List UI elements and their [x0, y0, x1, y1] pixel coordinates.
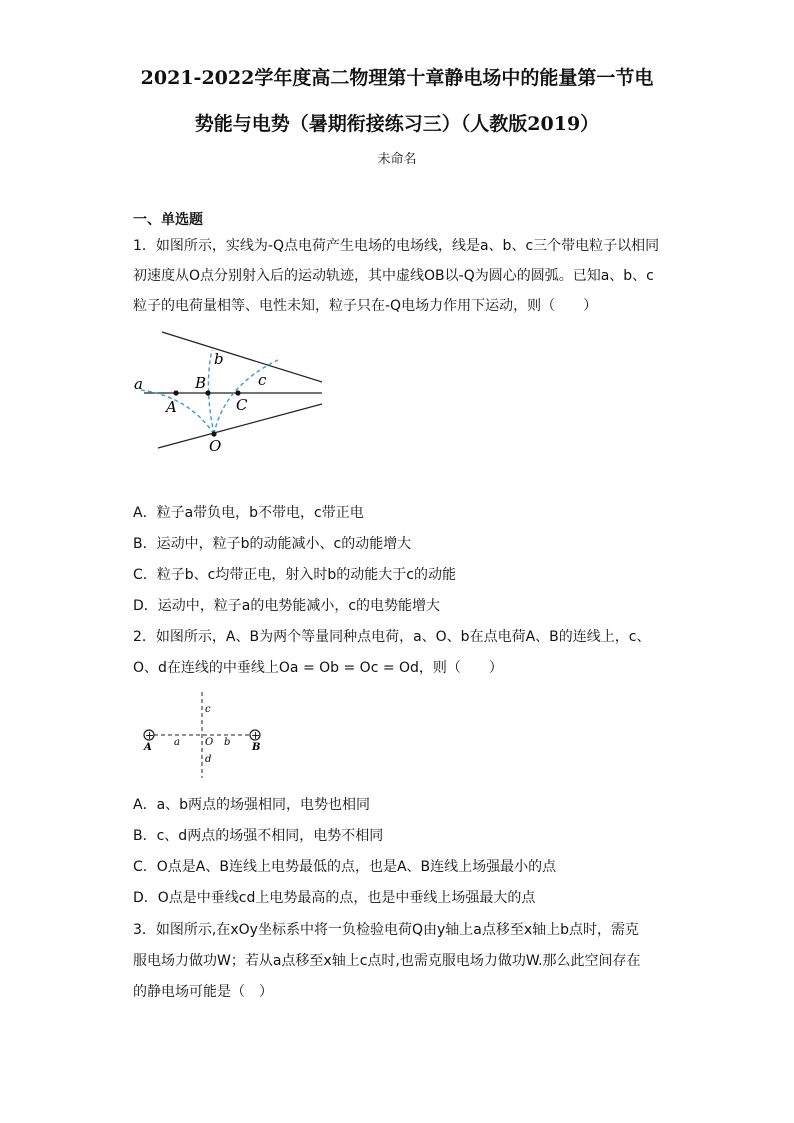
trajectory-a	[140, 390, 214, 434]
point-B	[205, 390, 210, 395]
title-line-1: 2021-2022学年度高二物理第十章静电场中的能量第一节电	[140, 67, 654, 89]
label-d: d	[205, 754, 212, 765]
point-A	[173, 390, 178, 395]
q1-stem-line-1: 1．如图所示，实线为-Q点电荷产生电场的电场线，线是a、b、c三个带电粒子以相同	[133, 238, 660, 254]
label-C: C	[236, 396, 248, 414]
point-O	[211, 431, 216, 436]
q2-option-b[interactable]: B．c、d两点的场强不相同，电势不相同	[133, 828, 384, 844]
q2-option-c[interactable]: C．O点是A、B连线上电势最低的点，也是A、B连线上场强最小的点	[133, 859, 557, 875]
title-line-2: 势能与电势（暑期衔接练习三）（人教版2019）	[194, 113, 600, 135]
label-B: B	[195, 374, 207, 392]
q2-option-d[interactable]: D．O点是中垂线cd上电势最高的点，也是中垂线上场强最大的点	[133, 890, 536, 906]
q2-option-a[interactable]: A．a、b两点的场强相同，电势也相同	[133, 797, 371, 813]
charge-A-sign: +	[145, 729, 155, 742]
label-c: c	[258, 371, 267, 389]
q1-option-a[interactable]: A．粒子a带负电，b不带电，c带正电	[133, 505, 364, 521]
label-O: O	[205, 737, 214, 748]
label-a: a	[134, 375, 143, 393]
charge-B-sign: +	[251, 729, 261, 742]
q1-option-b[interactable]: B．运动中，粒子b的动能减小、c的动能增大	[133, 536, 412, 552]
label-b: b	[224, 737, 231, 748]
q1-stem-line-3: 粒子的电荷量相等、电性未知，粒子只在-Q电场力作用下运动，则（ ）	[133, 298, 598, 314]
label-A: A	[166, 398, 177, 416]
q2-stem-line-2: O、d在连线的中垂线上Oa = Ob = Oc = Od，则（ ）	[133, 660, 503, 676]
q1-stem-line-2: 初速度从O点分别射入后的运动轨迹，其中虚线OB以-Q为圆心的圆弧。已知a、b、c	[133, 268, 654, 284]
section-title: 一、单选题	[133, 212, 203, 228]
field-line-top	[162, 332, 322, 382]
q1-option-d[interactable]: D．运动中，粒子a的电势能减小，c的电势能增大	[133, 598, 441, 614]
label-A: A	[144, 742, 152, 753]
q3-stem-line-3: 的静电场可能是（ ）	[133, 984, 273, 1000]
q2-stem-line-1: 2．如图所示，A、B为两个等量同种点电荷，a、O、b在点电荷A、B的连线上，c、	[133, 629, 651, 645]
label-b: b	[214, 350, 224, 368]
q3-stem-line-1: 3．如图所示,在xOy坐标系中将一负检验电荷Q由y轴上a点移至x轴上b点时，需克	[133, 922, 640, 938]
subtitle: 未命名	[377, 152, 417, 167]
q1-option-c[interactable]: C．粒子b、c均带正电，射入时b的动能大于c的动能	[133, 567, 456, 583]
q1-figure	[128, 326, 333, 458]
label-a: a	[174, 737, 180, 748]
label-O: O	[209, 437, 222, 455]
label-B: B	[252, 742, 261, 753]
q3-stem-line-2: 服电场力做功W；若从a点移至x轴上c点时,也需克服电场力做功W.那么此空间存在	[133, 953, 641, 969]
q2-figure	[138, 690, 268, 780]
label-c: c	[205, 704, 211, 715]
point-C	[235, 390, 240, 395]
